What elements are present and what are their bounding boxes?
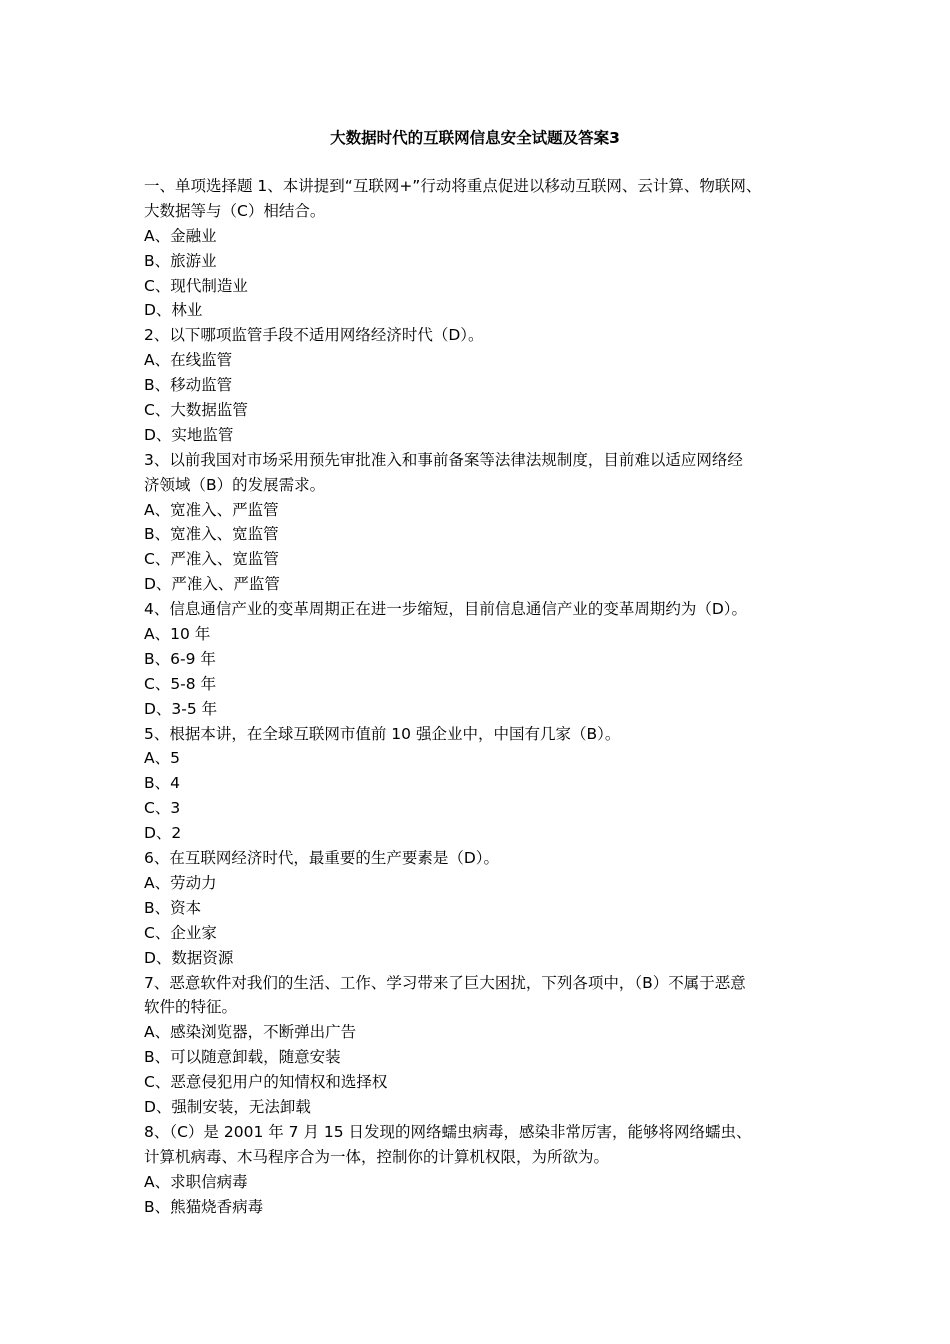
text-line: B、熊猫烧香病毒 xyxy=(144,1197,264,1216)
text-line: B、移动监管 xyxy=(144,376,233,395)
text-line: 软件的特征。 xyxy=(144,998,238,1017)
text-line: 一、单项选择题 1、本讲提到“互联网+”行动将重点促进以移动互联网、云计算、物联网、 xyxy=(144,177,762,195)
text-line: A、5 xyxy=(144,749,180,768)
text-line: D、数据资源 xyxy=(144,948,234,967)
text-line: D、3-5 年 xyxy=(144,699,218,718)
text-line: B、可以随意卸载，随意安装 xyxy=(144,1048,341,1067)
text-line: C、现代制造业 xyxy=(144,276,248,295)
text-line: 6、在互联网经济时代，最重要的生产要素是（D）。 xyxy=(144,849,500,868)
text-line: D、2 xyxy=(144,824,182,843)
text-line: D、实地监管 xyxy=(144,425,234,444)
text-line: A、求职信病毒 xyxy=(144,1172,248,1191)
document-title: 大数据时代的互联网信息安全试题及答案3 xyxy=(330,129,620,147)
text-line: C、严准入、宽监管 xyxy=(144,550,279,569)
text-line: 大数据等与（C）相结合。 xyxy=(144,201,326,220)
text-line: A、10 年 xyxy=(144,625,211,644)
text-line: A、金融业 xyxy=(144,226,217,245)
text-line: 5、根据本讲，在全球互联网市值前 10 强企业中，中国有几家（B）。 xyxy=(144,724,621,743)
text-line: A、在线监管 xyxy=(144,351,233,370)
text-line: C、恶意侵犯用户的知情权和选择权 xyxy=(144,1073,388,1092)
text-line: B、6-9 年 xyxy=(144,649,216,668)
text-line: C、企业家 xyxy=(144,923,217,942)
text-line: A、感染浏览器，不断弹出广告 xyxy=(144,1023,357,1042)
text-line: 2、以下哪项监管手段不适用网络经济时代（D）。 xyxy=(144,326,484,345)
document-body xyxy=(144,174,834,1219)
text-line: 计算机病毒、木马程序合为一体，控制你的计算机权限，为所欲为。 xyxy=(144,1147,610,1166)
text-line: B、旅游业 xyxy=(144,251,217,270)
text-line: D、严准入、严监管 xyxy=(144,575,280,594)
text-line: D、强制安装，无法卸载 xyxy=(144,1097,311,1116)
text-line: A、劳动力 xyxy=(144,873,217,892)
text-line: 4、信息通信产业的变革周期正在进一步缩短，目前信息通信产业的变革周期约为（D）。 xyxy=(144,600,748,619)
text-line: C、5-8 年 xyxy=(144,674,217,693)
text-line: C、3 xyxy=(144,799,181,818)
text-line: 济领域（B）的发展需求。 xyxy=(144,475,326,494)
text-line: 8、（C）是 2001 年 7 月 15 日发现的网络蠕虫病毒，感染非常厉害，能够将网络蠕虫、 xyxy=(144,1122,752,1141)
text-line: B、资本 xyxy=(144,898,202,917)
text-line: D、林业 xyxy=(144,301,203,320)
text-line: C、大数据监管 xyxy=(144,401,248,420)
text-line: B、宽准入、宽监管 xyxy=(144,525,279,544)
text-line: 3、以前我国对市场采用预先审批准入和事前备案等法律法规制度，目前难以适应网络经 xyxy=(144,450,743,469)
text-line: B、4 xyxy=(144,774,180,793)
text-line: 7、恶意软件对我们的生活、工作、学习带来了巨大困扰，下列各项中，（B）不属于恶意 xyxy=(144,973,746,992)
text-line: A、宽准入、严监管 xyxy=(144,500,279,519)
